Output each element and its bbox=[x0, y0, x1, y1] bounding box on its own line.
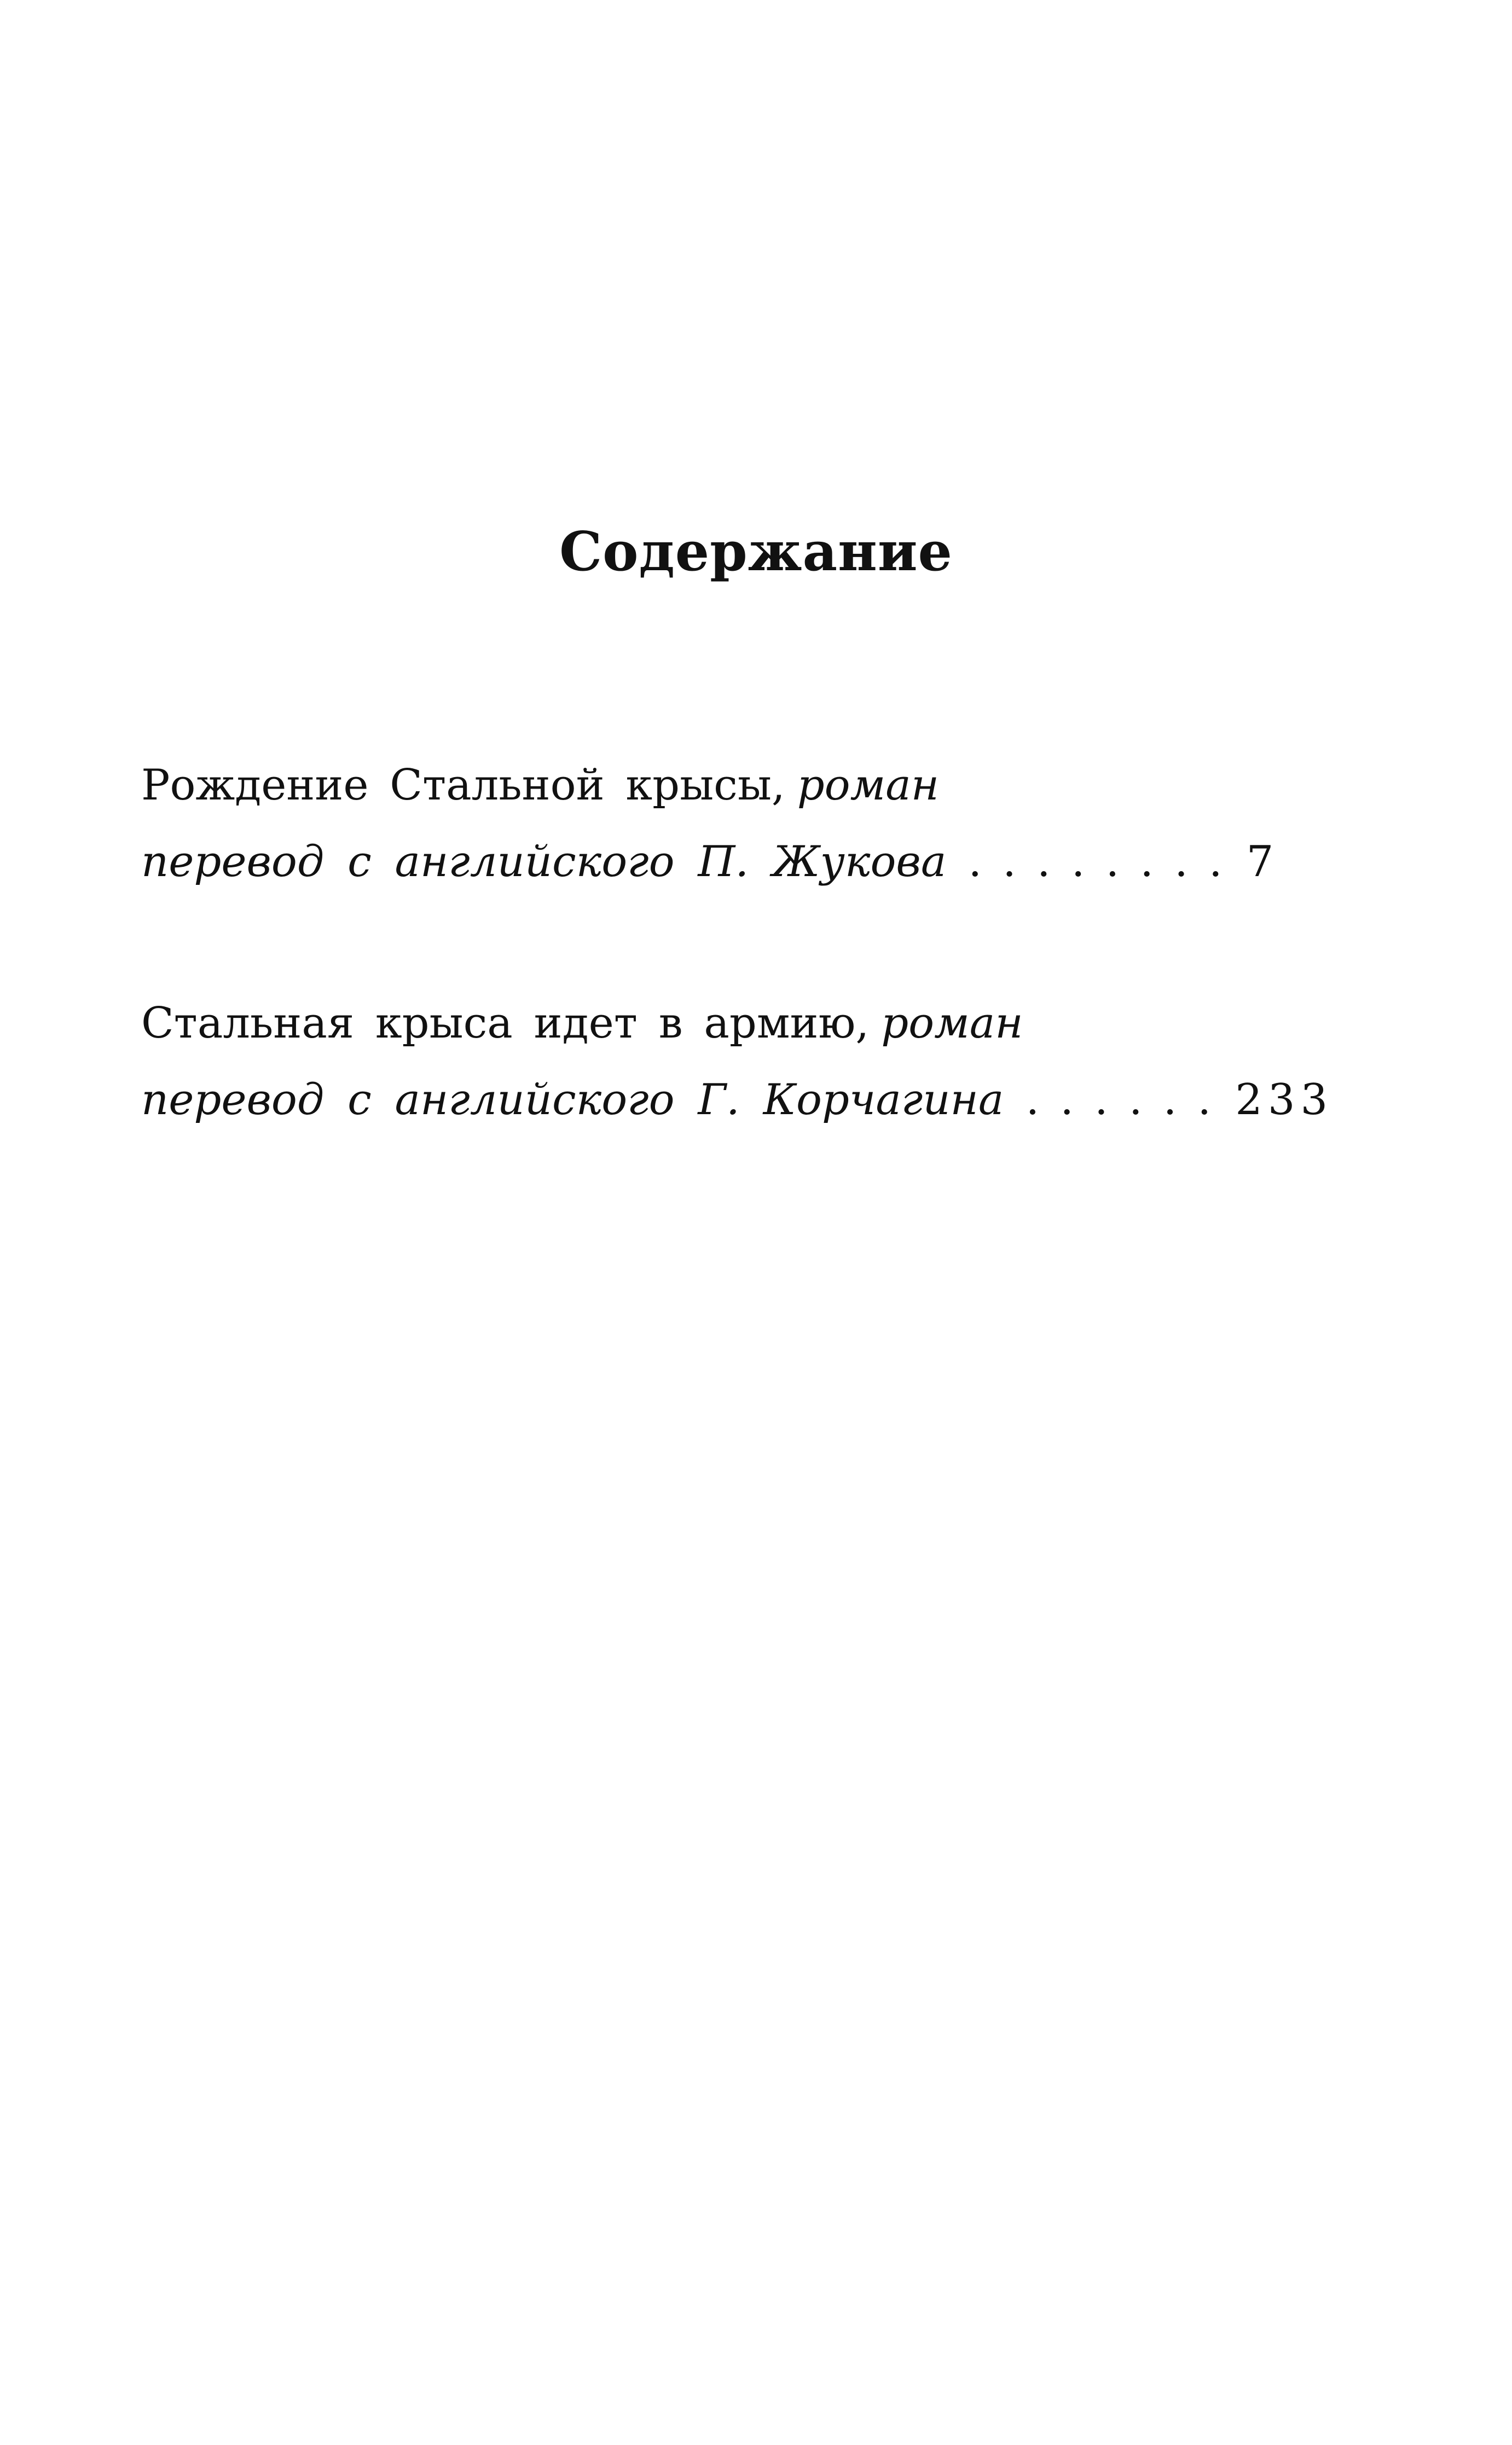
toc-entry-page-number: 7 bbox=[1246, 837, 1279, 887]
dot-leader: ...... bbox=[1026, 1075, 1232, 1125]
toc-entry-title: Стальная крыса идет в армию, bbox=[141, 999, 870, 1048]
toc-entry-translator: перевод с английского Г. Корчагина bbox=[141, 1075, 1004, 1125]
toc-entry-title-line bbox=[141, 747, 1400, 824]
toc-entry-page-number: 233 bbox=[1235, 1075, 1334, 1125]
toc-entry bbox=[141, 985, 1400, 1138]
toc-entry-genre: роман bbox=[797, 761, 940, 810]
toc-entry bbox=[141, 747, 1400, 900]
table-of-contents bbox=[141, 747, 1400, 1223]
page-title: Содержание bbox=[559, 520, 953, 583]
toc-entry-title: Рождение Стальной крысы, bbox=[141, 761, 785, 810]
toc-entry-translator: перевод с английского П. Жукова bbox=[141, 837, 947, 887]
dot-leader: ........ bbox=[968, 837, 1243, 887]
toc-entry-title-line bbox=[141, 985, 1400, 1062]
toc-entry-translator-line bbox=[141, 1062, 1400, 1138]
toc-entry-genre: роман bbox=[881, 999, 1023, 1048]
toc-entry-translator-line bbox=[141, 824, 1400, 900]
